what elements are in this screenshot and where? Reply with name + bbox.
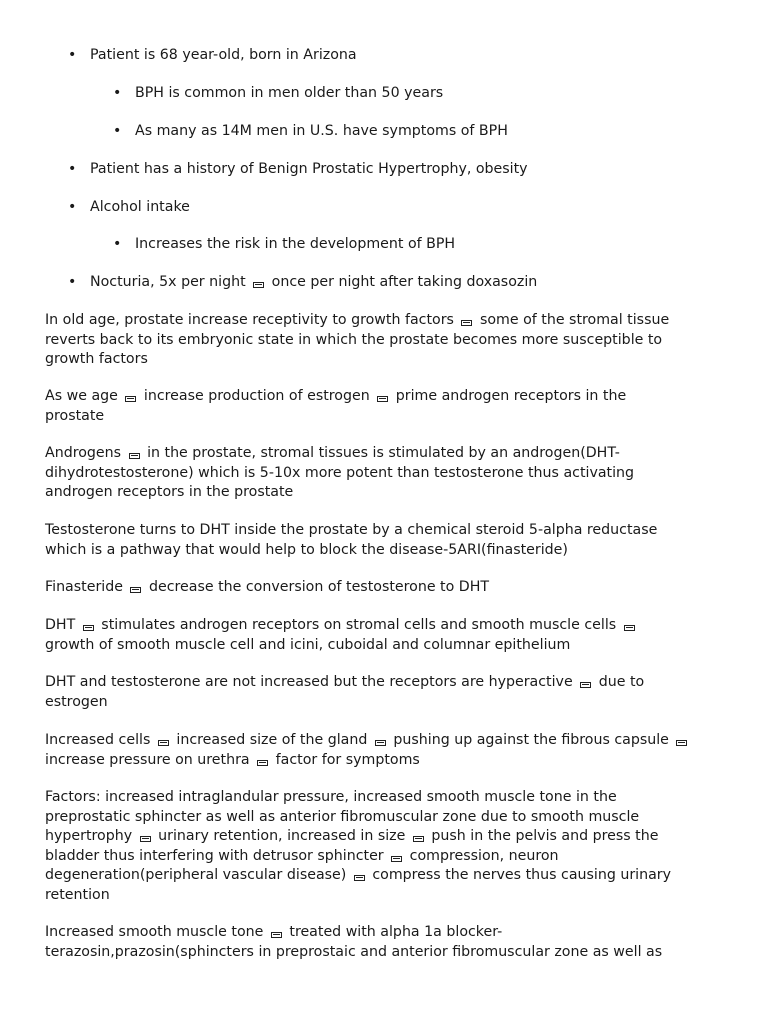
bullet-dot-icon: •	[113, 236, 122, 252]
text-segment: due to	[598, 674, 645, 690]
text-segment: growth of smooth muscle cell and icini, cuboidal and columnar epithelium	[45, 636, 571, 653]
paragraph-line	[45, 751, 735, 771]
text-segment: hypertrophy	[45, 828, 133, 844]
paragraph-line	[45, 886, 735, 906]
bullet-dot-icon: •	[113, 123, 122, 139]
paragraph-line	[45, 827, 735, 847]
text-segment: In old age, prostate increase receptivity to growth factors	[45, 312, 454, 328]
text-segment: Nocturia, 5x per night	[90, 274, 246, 290]
text-segment: retention	[45, 886, 110, 903]
bullet-text: Alcohol intake	[90, 199, 190, 215]
paragraph	[45, 923, 735, 962]
text-segment: As we age	[45, 388, 118, 404]
paragraph-line	[45, 483, 735, 503]
bullet-text: Increases the risk in the development of BPH	[135, 236, 456, 252]
bullet-text: Patient is 68 year-old, born in Arizona	[90, 47, 357, 63]
text-segment: compress the nerves thus causing urinary	[372, 867, 672, 883]
text-segment: estrogen	[45, 693, 108, 710]
arrow-icon	[461, 320, 472, 326]
paragraph-line	[45, 636, 735, 656]
text-segment: treated with alpha 1a blocker-	[289, 924, 503, 940]
paragraph-line	[45, 943, 735, 963]
paragraph-line	[45, 350, 735, 370]
paragraph-line	[45, 616, 735, 636]
paragraph-line	[45, 521, 735, 541]
paragraph-line	[45, 541, 735, 561]
paragraph-line	[45, 847, 735, 867]
paragraph-line	[45, 387, 735, 407]
text-segment: degeneration(peripheral vascular disease)	[45, 867, 347, 883]
arrow-icon	[129, 453, 140, 459]
paragraph	[45, 788, 735, 905]
sub-bullet-item	[113, 122, 508, 142]
text-segment: once per night after taking doxasozin	[271, 274, 538, 290]
paragraph-line	[45, 578, 735, 598]
bullet-item	[68, 46, 357, 66]
text-segment: which is a pathway that would help to block the disease-5ARI(finasteride)	[45, 541, 568, 558]
text-segment: some of the stromal tissue	[479, 312, 670, 328]
sub-bullet-item	[113, 235, 456, 255]
arrow-icon	[158, 740, 169, 746]
sub-bullet-item	[113, 84, 444, 104]
arrow-icon	[140, 836, 151, 842]
text-segment: androgen receptors in the prostate	[45, 484, 294, 500]
text-segment: increase pressure on urethra	[45, 751, 250, 768]
arrow-icon	[676, 740, 687, 746]
text-segment: terazosin,prazosin(sphincters in preprostaic and anterior fibromuscular zone as well as	[45, 943, 663, 960]
paragraph-line	[45, 331, 735, 351]
text-segment: decrease the conversion of testosterone to DHT	[148, 579, 490, 595]
text-segment: pushing up against the fibrous capsule	[393, 732, 669, 748]
paragraph	[45, 521, 735, 560]
paragraph	[45, 311, 735, 370]
text-segment: reverts back to its embryonic state in which the prostate becomes more susceptible to	[45, 331, 663, 348]
arrow-icon	[253, 282, 264, 288]
paragraph-line	[45, 731, 735, 751]
arrow-icon	[125, 396, 136, 402]
text-segment: increased size of the gland	[176, 732, 368, 748]
bullet-dot-icon: •	[68, 47, 77, 63]
paragraph-line	[45, 673, 735, 693]
bullet-item	[68, 198, 190, 218]
arrow-icon	[413, 836, 424, 842]
text-segment: Factors: increased intraglandular pressure, increased smooth muscle tone in the	[45, 789, 617, 805]
text-segment: in the prostate, stromal tissues is stimulated by an androgen(DHT-	[147, 445, 620, 461]
bullet-dot-icon: •	[68, 274, 77, 290]
text-segment: preprostatic sphincter as well as anterior fibromuscular zone due to smooth muscle	[45, 808, 640, 825]
text-segment: prime androgen receptors in the	[395, 388, 627, 404]
text-segment: increase production of estrogen	[143, 388, 370, 404]
text-segment: dihydrotestosterone) which is 5-10x more potent than testosterone thus activating	[45, 464, 635, 481]
text-segment: Increased cells	[45, 732, 151, 748]
paragraph-line	[45, 464, 735, 484]
paragraph-line	[45, 788, 735, 808]
bullet-text: BPH is common in men older than 50 years	[135, 85, 444, 101]
bullet-item	[68, 160, 528, 180]
bullet-text: As many as 14M men in U.S. have symptoms of BPH	[135, 123, 508, 139]
paragraph-line	[45, 923, 735, 943]
arrow-icon	[391, 856, 402, 862]
bullet-dot-icon: •	[113, 85, 122, 101]
text-segment: prostate	[45, 407, 105, 424]
paragraph	[45, 387, 735, 426]
text-segment: push in the pelvis and press the	[431, 828, 659, 844]
paragraph-line	[45, 866, 735, 886]
arrow-icon	[130, 587, 141, 593]
text-segment: Finasteride	[45, 579, 123, 595]
paragraph-line	[45, 693, 735, 713]
arrow-icon	[257, 760, 268, 766]
paragraph	[45, 444, 735, 503]
paragraph	[45, 616, 735, 655]
arrow-icon	[375, 740, 386, 746]
arrow-icon	[580, 682, 591, 688]
paragraph-line	[45, 407, 735, 427]
paragraph	[45, 578, 735, 598]
paragraph	[45, 673, 735, 712]
bullet-dot-icon: •	[68, 199, 77, 215]
bullet-text: Patient has a history of Benign Prostatic Hypertrophy, obesity	[90, 161, 528, 177]
text-segment: factor for symptoms	[275, 751, 420, 768]
text-segment: Testosterone turns to DHT inside the prostate by a chemical steroid 5-alpha reductase	[45, 522, 658, 538]
text-segment: DHT and testosterone are not increased but the receptors are hyperactive	[45, 674, 573, 690]
paragraph	[45, 731, 735, 770]
text-segment: Increased smooth muscle tone	[45, 924, 264, 940]
text-segment: Androgens	[45, 445, 122, 461]
text-segment: compression, neuron	[409, 847, 559, 864]
text-segment: urinary retention, increased in size	[158, 828, 406, 844]
bullet-item	[68, 273, 538, 293]
text-segment: DHT	[45, 617, 76, 633]
text-segment: bladder thus interfering with detrusor sphincter	[45, 847, 384, 864]
arrow-icon	[377, 396, 388, 402]
arrow-icon	[354, 875, 365, 881]
paragraph-line	[45, 311, 735, 331]
arrow-icon	[83, 625, 94, 631]
paragraph-line	[45, 444, 735, 464]
paragraph-line	[45, 808, 735, 828]
arrow-icon	[624, 625, 635, 631]
text-segment: stimulates androgen receptors on stromal cells and smooth muscle cells	[101, 617, 617, 633]
bullet-dot-icon: •	[68, 161, 77, 177]
arrow-icon	[271, 932, 282, 938]
text-segment: growth factors	[45, 351, 148, 367]
